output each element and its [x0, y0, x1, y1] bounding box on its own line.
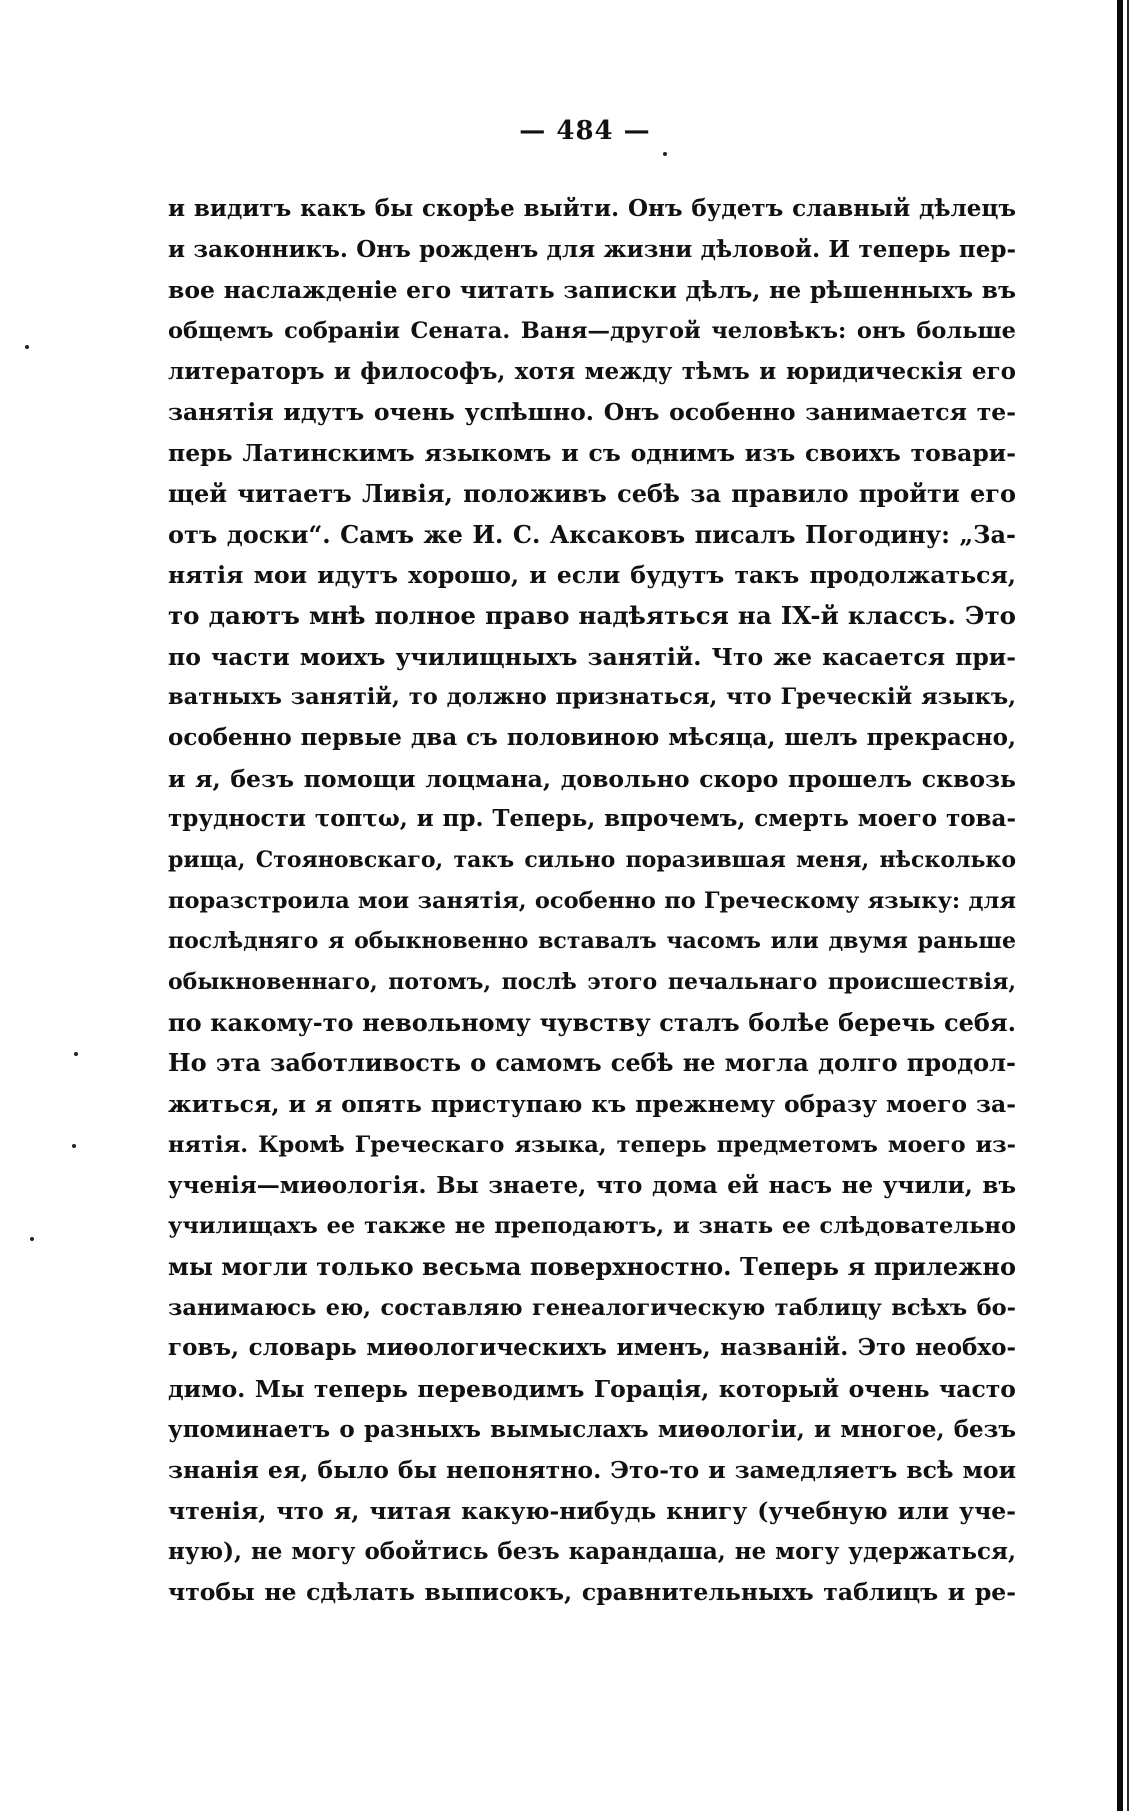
print-speck: [74, 1052, 78, 1056]
text-line: занятія идутъ очень успѣшно. Онъ особенно занимается те-: [168, 398, 1016, 427]
text-line: Но эта заботливость о самомъ себѣ не могла долго продол-: [168, 1048, 1016, 1078]
text-line: нятія. Кромѣ Греческаго языка, теперь предметомъ моего из-: [168, 1131, 1016, 1158]
text-line: общемъ собраніи Сената. Ваня—другой человѣкъ: онъ больше: [168, 318, 1016, 345]
text-line: послѣдняго я обыкновенно вставалъ часомъ или двумя раньше: [168, 928, 1016, 955]
print-speck: [72, 1144, 76, 1148]
text-line: то даютъ мнѣ полное право надѣяться на IX-й классъ. Это: [168, 600, 1016, 630]
print-speck: [663, 152, 667, 156]
text-line: особенно первые два съ половиною мѣсяца, шелъ прекрасно,: [168, 723, 1016, 751]
print-speck: [30, 1237, 34, 1241]
text-line: перь Латинскимъ языкомъ и съ однимъ изъ своихъ товари-: [168, 439, 1016, 468]
text-line: по какому-то невольному чувству сталъ болѣе беречь себя.: [168, 1007, 1016, 1037]
text-line: житься, и я опять приступаю къ прежнему образу моего за-: [168, 1090, 1016, 1119]
text-line: училищахъ ее также не преподаютъ, и знать ее слѣдовательно: [168, 1213, 1016, 1240]
text-line: щей читаетъ Ливія, положивъ себѣ за правило пройти его: [168, 478, 1016, 508]
page-number: — 484 —: [519, 116, 651, 146]
text-line: трудности τοπτω, и пр. Теперь, впрочемъ, смерть моего това-: [168, 805, 1016, 833]
text-line: по части моихъ училищныхъ занятій. Что же касается при-: [168, 642, 1016, 671]
text-line: рища, Стояновскаго, такъ сильно поразившая меня, нѣсколько: [168, 847, 1016, 873]
text-line: чтенія, что я, читая какую-нибудь книгу (учебную или уче-: [168, 1497, 1016, 1525]
print-speck: [25, 345, 29, 349]
binding-edge-rule-thin: [1127, 0, 1129, 1811]
text-line: упоминаетъ о разныхъ вымыслахъ миѳологіи, и многое, безъ: [168, 1415, 1016, 1443]
body-text: [168, 189, 1016, 1613]
text-line: занимаюсь ею, составляю генеалогическую таблицу всѣхъ бо-: [168, 1294, 1016, 1321]
text-line: поразстроила мои занятія, особенно по Греческому языку: для: [168, 887, 1016, 914]
text-line: ученія—миѳологія. Вы знаете, что дома ей насъ не учили, въ: [168, 1171, 1016, 1199]
text-line: димо. Мы теперь переводимъ Горація, который очень часто: [168, 1374, 1016, 1403]
text-line: знанія ея, было бы непонятно. Это-то и замедляетъ всѣ мои: [168, 1456, 1016, 1485]
text-line: мы могли только весьма поверхностно. Теперь я прилежно: [168, 1251, 1016, 1281]
text-line: отъ доски“. Самъ же И. С. Аксаковъ писалъ Погодину: „За-: [168, 519, 1016, 549]
text-line: литераторъ и философъ, хотя между тѣмъ и юридическія его: [168, 357, 1016, 385]
text-line: ватныхъ занятій, то должно признаться, что Греческій языкъ,: [168, 684, 1016, 711]
text-line: и законникъ. Онъ рожденъ для жизни дѣловой. И теперь пер-: [168, 235, 1016, 263]
text-line: ную), не могу обойтись безъ карандаша, не могу удержаться,: [168, 1537, 1016, 1565]
text-line: и видитъ какъ бы скорѣе выйти. Онъ будетъ славный дѣлецъ: [168, 195, 1016, 222]
text-line: чтобы не сдѣлать выписокъ, сравнительныхъ таблицъ и ре-: [168, 1578, 1016, 1607]
text-line: вое наслажденіе его читать записки дѣлъ, не рѣшенныхъ въ: [168, 276, 1016, 305]
binding-edge-rule: [1117, 0, 1123, 1811]
text-line: говъ, словарь миѳологическихъ именъ, названій. Это необхо-: [168, 1334, 1016, 1362]
text-line: и я, безъ помощи лоцмана, довольно скоро прошелъ сквозь: [168, 764, 1016, 793]
text-line: нятія мои идутъ хорошо, и если будутъ такъ продолжаться,: [168, 561, 1016, 590]
text-line: обыкновеннаго, потомъ, послѣ этого печальнаго происшествія,: [168, 969, 1016, 996]
